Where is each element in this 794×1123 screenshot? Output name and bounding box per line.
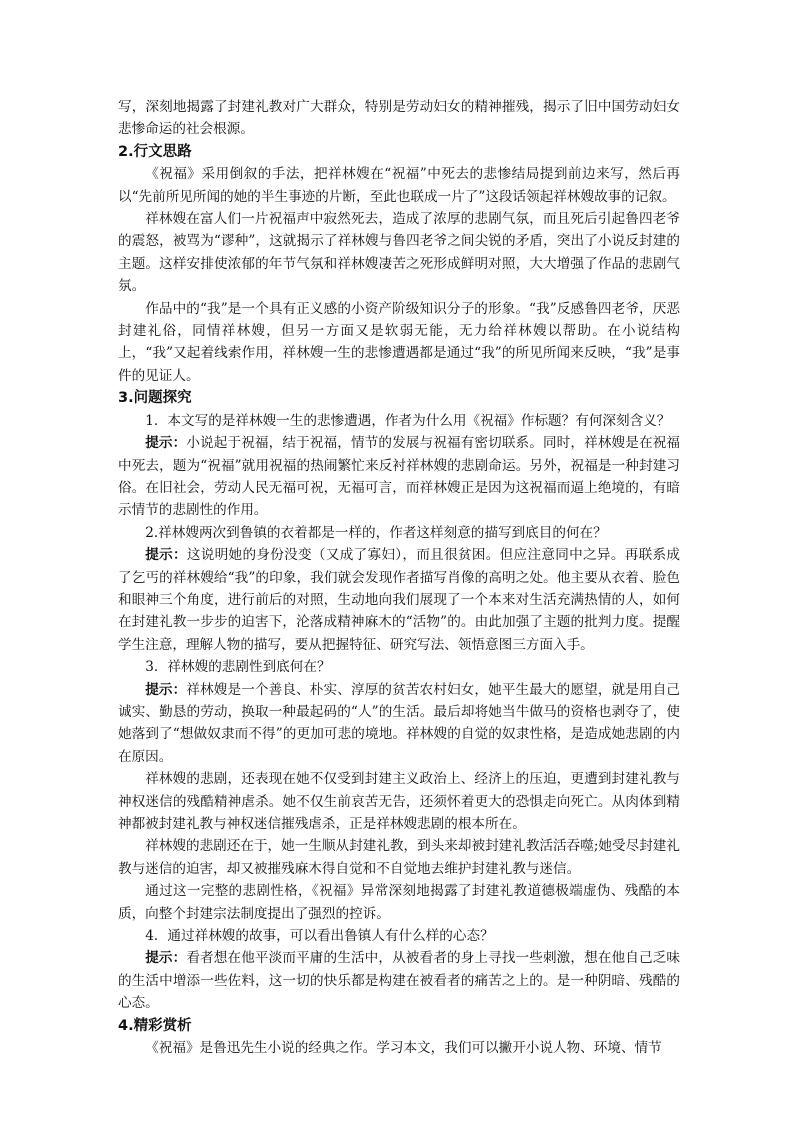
question-3: 3．祥林嫂的悲剧性到底何在？ (145, 659, 331, 676)
paragraph: 《祝福》采用倒叙的手法，把祥林嫂在“祝福”中死去的悲惨结局提到前边来写，然后再以“先前所见所闻的她的半生事迹的片断，至此也联成一片了”这段话领起祥林嫂故事的记叙。 (118, 166, 680, 205)
hint-label: 提示： (145, 950, 187, 967)
intro-paragraph: 写，深刻地揭露了封建礼教对广大群众，特别是劳动妇女的精神摧残，揭示了旧中国劳动妇女悲惨命运的社会根源。 (118, 99, 680, 138)
paragraph: 通过这一完整的悲剧性格，《祝福》异常深刻地揭露了封建礼教道德极端虚伪、残酷的本质，向整个封建宗法制度提出了强烈的控诉。 (118, 883, 680, 922)
paragraph: 《祝福》是鲁迅先生小说的经典之作。学习本文，我们可以撇开小说人物、环境、情节 (145, 1040, 662, 1057)
answer-text: 小说起于祝福，结于祝福，情节的发展与祝福有密切联系。同时，祥林嫂是在祝福中死去，题为“祝福”就用祝福的热闹繁忙来反衬祥林嫂的悲剧命运。另外，祝福是一种封建习俗。在旧社会，劳动人民无福可祝，无福可言，而祥林嫂正是因为这祝福而逼上绝境的，有暗示情节的悲剧性的作用。 (118, 435, 681, 519)
paragraph: 祥林嫂的悲剧还在于，她一生顺从封建礼教，到头来却被封建礼教活活吞噬;她受尽封建礼教与迷信的迫害，却又被摧残麻木得自觉和不自觉地去维护封建礼教与迷信。 (118, 838, 680, 877)
hint-label: 提示： (145, 681, 187, 698)
paragraph: 作品中的“我”是一个具有正义感的小资产阶级知识分子的形象。“我”反感鲁四老爷，厌恶封建礼俗，同情祥林嫂，但另一方面又是软弱无能，无力给祥林嫂以帮助。在小说结构上，“我”又起着线索作用，祥林嫂一生的悲惨遭遇都是通过“我”的所见所闻来反映，“我”是事件的见证人。 (118, 300, 680, 384)
section-heading-writing-logic: 2.行文思路 (118, 143, 192, 160)
hint-label: 提示： (145, 435, 187, 452)
section-heading-appreciation: 4.精彩赏析 (118, 1017, 192, 1034)
document-page (118, 96, 680, 1059)
question-2: 2.祥林嫂两次到鲁镇的衣着都是一样的，作者这样刻意的描写到底目的何在？ (145, 524, 607, 541)
answer-2 (118, 544, 680, 656)
paragraph: 祥林嫂在富人们一片祝福声中寂然死去，造成了浓厚的悲剧气氛，而且死后引起鲁四老爷的震怒，被骂为“谬种”，这就揭示了祥林嫂与鲁四老爷之间尖锐的矛盾，突出了小说反封建的主题。这样安排使浓郁的年节气氛和祥林嫂凄苦之死形成鲜明对照，大大增强了作品的悲剧气氛。 (118, 211, 680, 295)
answer-text: 看者想在他平淡而平庸的生活中，从被看者的身上寻找一些刺激，想在他自己乏味的生活中增添一些佐料，这一切的快乐都是构建在被看者的痛苦之上的。是一种阴暗、残酷的心态。 (118, 950, 681, 1012)
answer-text: 这说明她的身份没变（又成了寡妇），而且很贫困。但应注意同中之异。再联系成了乞丐的祥林嫂给“我”的印象，我们就会发现作者描写肖像的高明之处。他主要从衣着、脸色和眼神三个角度，进行前后的对照，生动地向我们展现了一个本来对生活充满热情的人，如何在封建礼教一步步的迫害下，沦落成精神麻木的“活物”的。由此加强了主题的批判力度。提醒学生注意，理解人物的描写，要从把握特征、研究写法、领悟意图三方面入手。 (118, 547, 680, 653)
paragraph: 祥林嫂的悲剧，还表现在她不仅受到封建主义政治上、经济上的压迫，更遭到封建礼教与神权迷信的残酷精神虐杀。她不仅生前哀苦无告，还须怀着更大的恐惧走向死亡。从肉体到精神都被封建礼教与神权迷信摧残虐杀，正是祥林嫂悲剧的根本所在。 (118, 771, 680, 832)
answer-text: 祥林嫂是一个善良、朴实、淳厚的贫苦农村妇女，她平生最大的愿望，就是用自己诚实、勤恳的劳动，换取一种最起码的“人”的生活。最后却将她当牛做马的资格也剥夺了，使她落到了“想做奴隶而不得”的更加可悲的境地。祥林嫂的自觉的奴隶性格，是造成她悲剧的内在原因。 (118, 681, 681, 765)
answer-3 (118, 679, 680, 769)
question-4: 4．通过祥林嫂的故事，可以看出鲁镇人有什么样的心态？ (145, 928, 494, 945)
question-1: 1．本文写的是祥林嫂一生的悲惨遭遇，作者为什么用《祝福》作标题？有何深刻含义？ (145, 412, 671, 429)
answer-1 (118, 432, 680, 522)
section-heading-question-exploration: 3.问题探究 (118, 390, 192, 407)
hint-label: 提示： (145, 547, 187, 564)
answer-4 (118, 947, 680, 1014)
